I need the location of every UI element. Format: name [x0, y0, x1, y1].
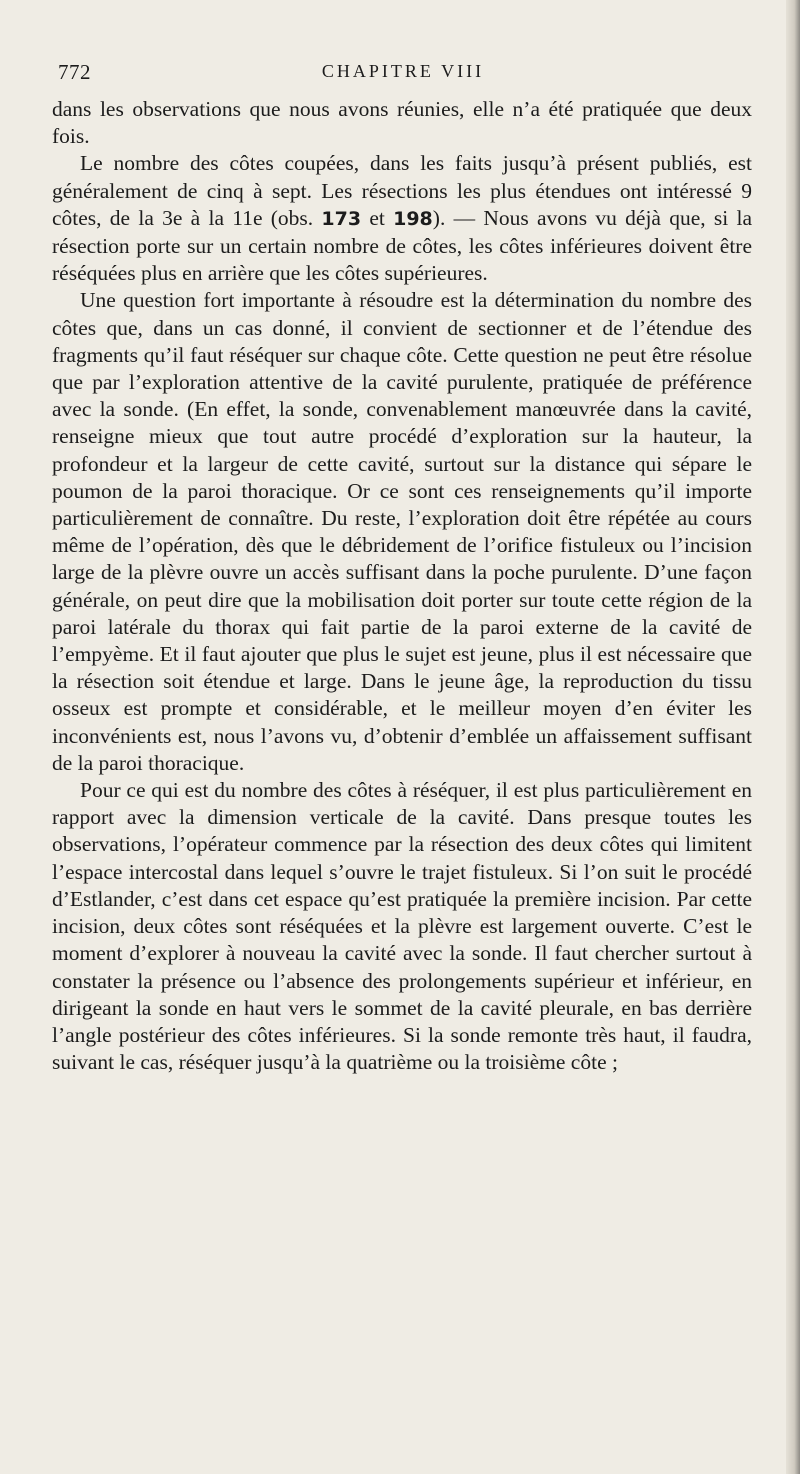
paragraph-2-text-b: et — [361, 205, 394, 230]
paragraph-2-text-a: Le nombre des côtes coupées, dans les faits jusqu’à présent publiés, est généralement de cinq à sept. Les résections les plus étendues ont intéressé 9 côtes, de la 3e à la 11e (obs. — [52, 151, 752, 230]
body-text — [52, 96, 752, 1076]
page-edge-shadow — [786, 0, 800, 1474]
paragraph-3: Une question fort importante à résoudre est la détermination du nombre des côtes que, dans un cas donné, il convient de sectionner et de l’étendue des fragments qu’il faut réséquer sur chaque côte. Cette question ne peut être résolue que par l’exploration attentive de la cavité purulente, pratiquée de préférence avec la sonde. (En effet, la sonde, convenablement manœuvrée dans la cavité, renseigne mieux que tout autre procédé d’exploration sur la hauteur, la profondeur et la largeur de cette cavité, surtout sur la distance qui sépare le poumon de la paroi thoracique. Or ce sont ces renseignements qu’il importe particulièrement de connaître. Du reste, l’exploration doit être répétée au cours même de l’opération, dès que le débridement de l’orifice fistuleux ou l’incision large de la plèvre ouvre un accès suffisant dans la poche purulente. D’une façon générale, on peut dire que la mobilisation doit porter sur toute cette région de la paroi latérale du thorax qui fait partie de la paroi externe de la cavité de l’empyème. Et il faut ajouter que plus le sujet est jeune, plus il est nécessaire que la résection soit étendue et large. Dans le jeune âge, la reproduction du tissu osseux est prompte et considérable, et le meilleur moyen d’en éviter les inconvénients est, nous l’avons vu, d’obtenir d’emblée un affaissement suffisant de la paroi thoracique. — [52, 288, 752, 775]
obs-ref-198: 198 — [393, 207, 433, 230]
paragraph-2-text-c: ). — Nous avons vu déjà que, si la résection porte sur un certain nombre de côtes, les côtes inférieures doivent être réséquées plus en arrière que les côtes supérieures. — [52, 205, 752, 286]
paragraph-2 — [52, 150, 752, 287]
running-head: CHAPITRE VIII — [321, 61, 485, 81]
paragraph-1: dans les observations que nous avons réunies, elle n’a été pratiquée que deux fois. — [52, 97, 752, 149]
page-number: 772 — [58, 60, 91, 84]
obs-ref-173: 173 — [321, 207, 362, 230]
paragraph-4: Pour ce qui est du nombre des côtes à réséquer, il est plus particulièrement en rapport avec la dimension verticale de la cavité. Dans presque toutes les observations, l’opérateur commence par la résection des deux côtes qui limitent l’espace intercostal dans lequel s’ouvre le trajet fistuleux. Si l’on suit le procédé d’Estlander, c’est dans cet espace qu’est pratiquée la première incision. Par cette incision, deux côtes sont réséquées et la plèvre est largement ouverte. C’est le moment d’explorer à nouveau la cavité avec la sonde. Il faut chercher surtout à constater la présence ou l’absence des prolongements supérieur et inférieur, en dirigeant la sonde en haut vers le sommet de la cavité pleurale, en bas derrière l’angle postérieur des côtes inférieures. Si la sonde remonte très haut, il faudra, suivant le cas, réséquer jusqu’à la quatrième ou la troisième côte ; — [52, 778, 752, 1075]
page-header — [58, 60, 748, 90]
